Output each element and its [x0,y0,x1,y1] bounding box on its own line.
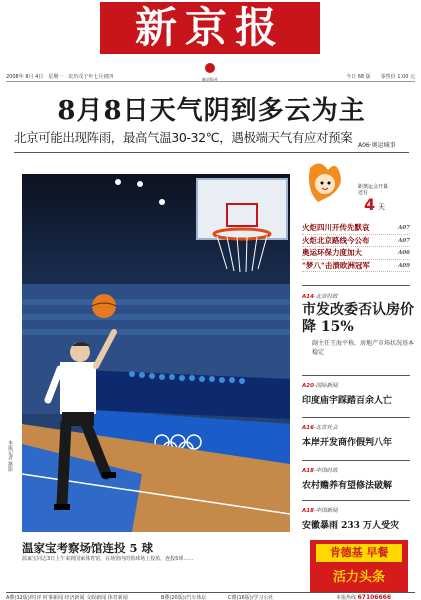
footer-section-b[interactable]: B叠(20版)/汽车体坛 [161,595,207,600]
story-ref: A16·北京社会 [302,425,338,431]
story-title[interactable]: 市发改委否认房价降 15% [302,302,414,335]
edition-bar [6,72,415,82]
footer [6,592,415,600]
story-rural[interactable] [302,466,414,491]
divider [302,285,410,286]
divider [302,417,410,418]
hotline-number: 67106666 [357,594,392,600]
list-item[interactable]: 奥运环保力度加大 A06 [302,247,410,260]
countdown-unit: 天 [378,203,385,211]
countdown-label: 距奥运会开幕还有 [358,184,389,196]
caption-text: 温家宝同志3日上午来到国家体育馆，在场馆内的篮球场上投篮，连投5球…… [22,556,194,562]
story-housing[interactable] [302,292,414,357]
basketball-scene-illustration [22,174,290,532]
footer-hotline: 本报热线 67106666 [336,594,392,600]
list-item[interactable]: 火炬四川开传先默哀 A07 [302,222,410,235]
story-title[interactable]: 农村赡养有望修法破解 [302,481,393,491]
lead-photo[interactable] [22,174,290,532]
masthead-logo: 新京报 [100,2,320,54]
torch-news-list [302,222,410,272]
story-ref: A18·中国时政 [302,468,338,474]
divider [14,152,409,153]
countdown-number: 4 [364,195,376,214]
headline[interactable]: 8月8日天气阴到多云为主 [57,96,366,126]
footer-section-c[interactable]: C叠(16版)/学习公社 [228,595,274,600]
story-india[interactable] [302,381,414,406]
list-item[interactable]: 火炬北京路线今公布 A07 [302,235,410,248]
story-body: 副主任王海平称，房地产市场状况基本稳定 [312,340,415,356]
story-title[interactable]: 安徽暴雨 233 万人受灾 [302,521,400,531]
kfc-promo-ad[interactable] [310,540,408,592]
divider [302,460,410,461]
list-item[interactable]: "梦八"击溃欧洲冠军 A09 [302,260,410,273]
story-title[interactable]: 本岸开发商作假判八年 [302,438,393,448]
emblem [196,58,224,82]
subhead-ref: A06·奥运城事 [358,142,396,149]
mascot-illustration [300,160,410,210]
promo-top: 肯德基 早餐 [316,544,402,562]
story-title[interactable]: 印度庙宇踩踏百余人亡 [302,396,393,406]
story-ref: A14·北京时政 [302,294,338,300]
photo-caption[interactable]: 温家宝考察场馆连投 5 球 [22,541,154,555]
story-ref: A18·中国新闻 [302,508,338,514]
story-ref: A20·国际新闻 [302,383,338,389]
fuwa-mascot-icon [300,160,360,210]
subhead: 北京可能出现阵雨，最高气温30-32℃，遇极端天气有应对预案 [14,130,353,145]
footer-section-a[interactable]: A叠(32版)/时评 时事新闻 经济新闻 文娱新闻 体育新闻 [6,595,128,600]
story-developer[interactable] [302,423,414,448]
emblem-caption: 新京报社 [202,77,218,82]
edition-date: 2008年 8月 4日 星期一 农历戊子年七月初四 [6,74,114,80]
edition-price: 今日 68 版 零售价 1.00 元 [346,74,415,80]
photo-credit: 本报记者 摄影 [7,440,13,472]
divider [302,500,410,501]
divider [302,375,410,376]
story-anhui[interactable] [302,506,414,531]
promo-bottom: 活力头条 [332,570,385,585]
